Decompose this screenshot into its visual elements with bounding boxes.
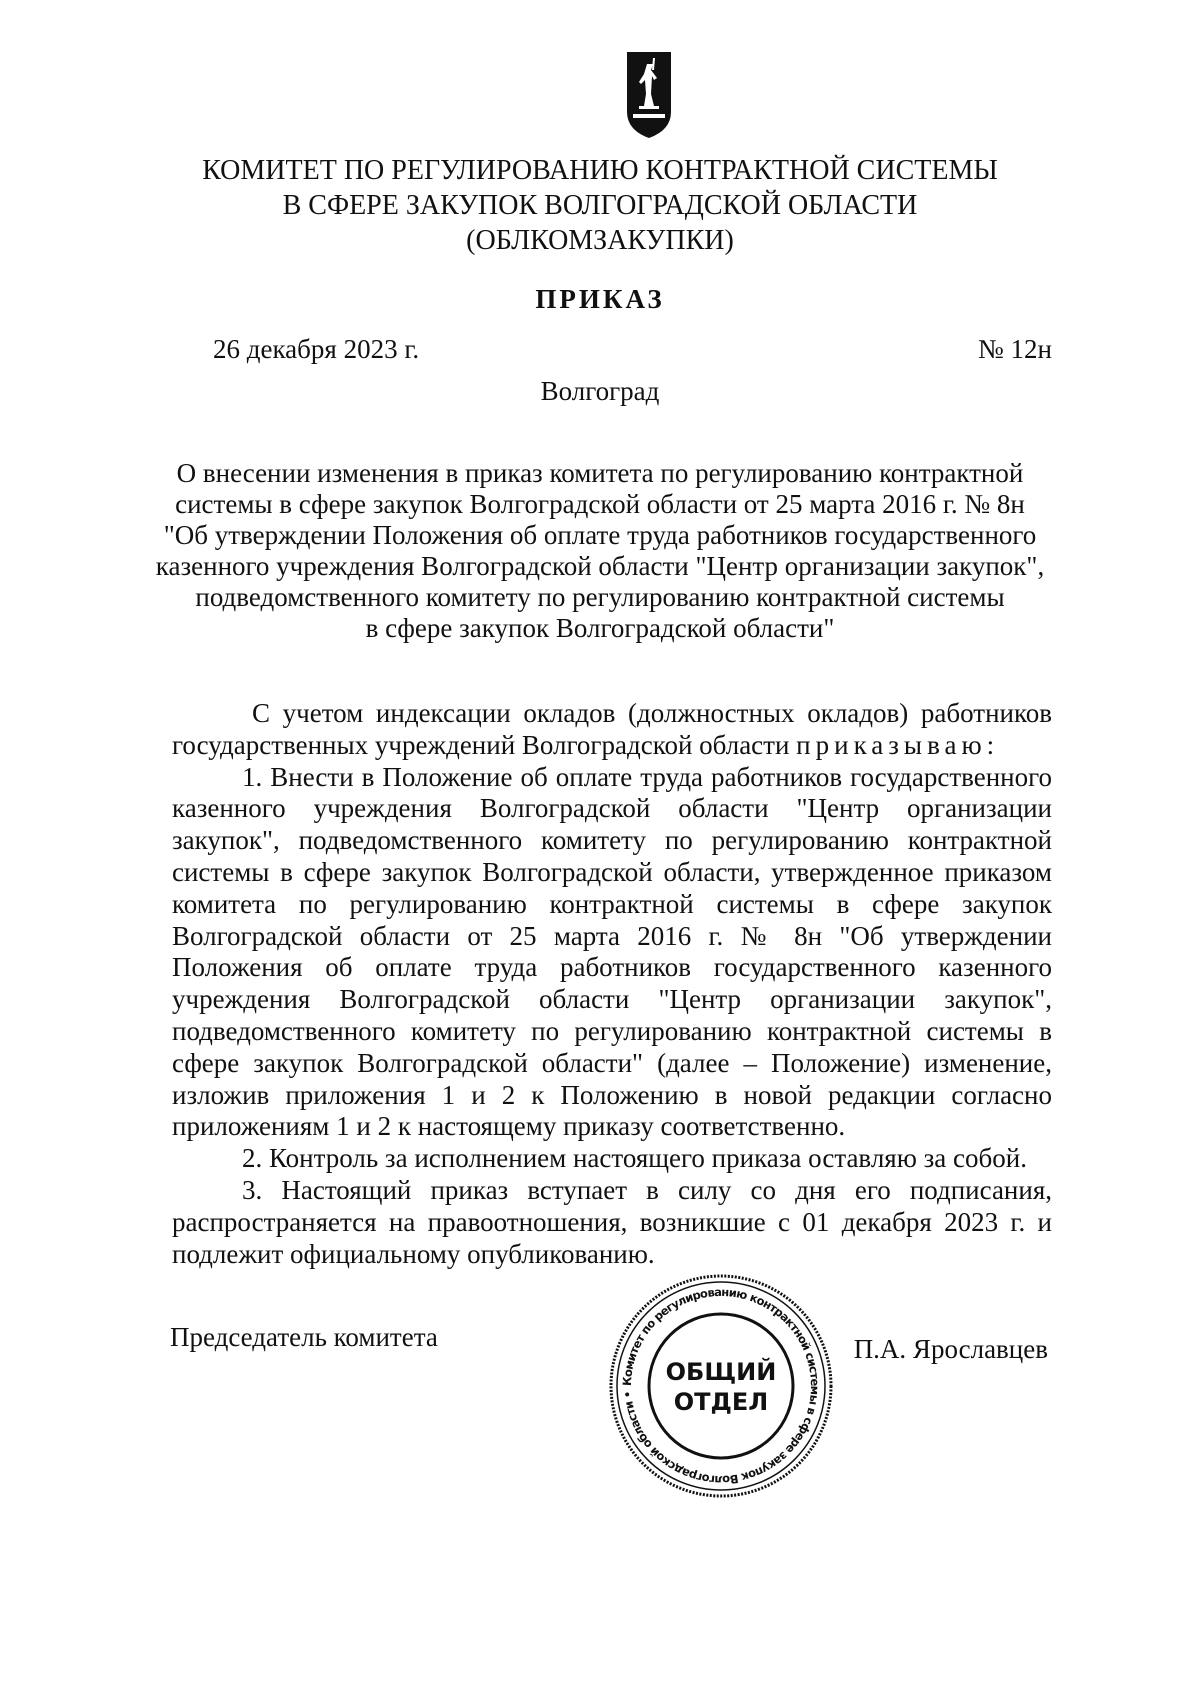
round-seal-icon [605,1270,837,1502]
item-1-paragraph: 1. Внести в Положение об оплате труда работников государственного казенного учреждения Волгоградской области "Центр организации закупок", подведомственного комитету по регулированию контрактной системы в сфере закупок Волгоградской области, утвержденное приказом комитета по регулированию контрактной системы в сфере закупок Волгоградской области от 25 марта 2016 г. № 8н "Об утверждении Положения об оплате труда работников государственного казенного учреждения Волгоградской области "Центр организации закупок", подведомственного комитету по регулированию контрактной системы в сфере закупок Волгоградской области" (далее – Положение) изменение, изложив приложения 1 и 2 к Положению в новой редакции согласно приложениям 1 и 2 к настоящему приказу соответственно. [172,761,1052,1142]
title-line: "Об утверждении Положения об оплате труда работников государственного [163,520,1037,550]
title-line: О внесении изменения в приказ комитета по регулированию контрактной [176,458,1024,488]
document-type: ПРИКАЗ [535,284,665,314]
preamble-paragraph [172,698,1052,762]
organization-line-1: КОМИТЕТ ПО РЕГУЛИРОВАНИЮ КОНТРАКТНОЙ СИСТЕМЫ [202,155,998,186]
signatory-name: П.А. Ярославцев [853,1334,1048,1364]
item-3-paragraph: 3. Настоящий приказ вступает в силу со дня его подписания, распространяется на правоотношения, возникшие с 01 декабря 2023 г. и подлежит официальному опубликованию. [172,1174,1052,1269]
document-date: 26 декабря 2023 г. [213,334,420,364]
seal-center-line-1: ОБЩИЙ [665,1358,777,1386]
title-line: подведомственного комитету по регулированию контрактной системы [195,582,1005,612]
signatory-position: Председатель комитета [170,1322,438,1352]
seal-center-line-2: ОТДЕЛ [673,1388,769,1416]
orders-word: приказываю: [796,729,1000,760]
preamble-text: С учетом индексации окладов (должностных окладов) работников государственных учреждений Волгоградской области [172,698,1052,760]
organization-line-3: (ОБЛКОМЗАКУПКИ) [466,225,734,256]
title-line: системы в сфере закупок Волгоградской области от 25 марта 2016 г. № 8н [175,489,1025,519]
document-city: Волгоград [540,376,660,406]
title-line: в сфере закупок Волгоградской области" [365,613,835,643]
document-body [172,698,1052,1270]
title-line: казенного учреждения Волгоградской области "Центр организации закупок", [155,551,1045,581]
item-2-paragraph: 2. Контроль за исполнением настоящего приказа оставляю за собой. [242,1143,1027,1174]
volgograd-coat-of-arms-icon [625,50,673,142]
organization-line-2: В СФЕРЕ ЗАКУПОК ВОЛГОГРАДСКОЙ ОБЛАСТИ [282,190,918,221]
document-title [150,458,1050,644]
seal-ring-text: Комитет по регулированию контрактной системы в сфере закупок Волгоградской области • [619,1284,823,1488]
document-number: № 12н [978,334,1052,364]
